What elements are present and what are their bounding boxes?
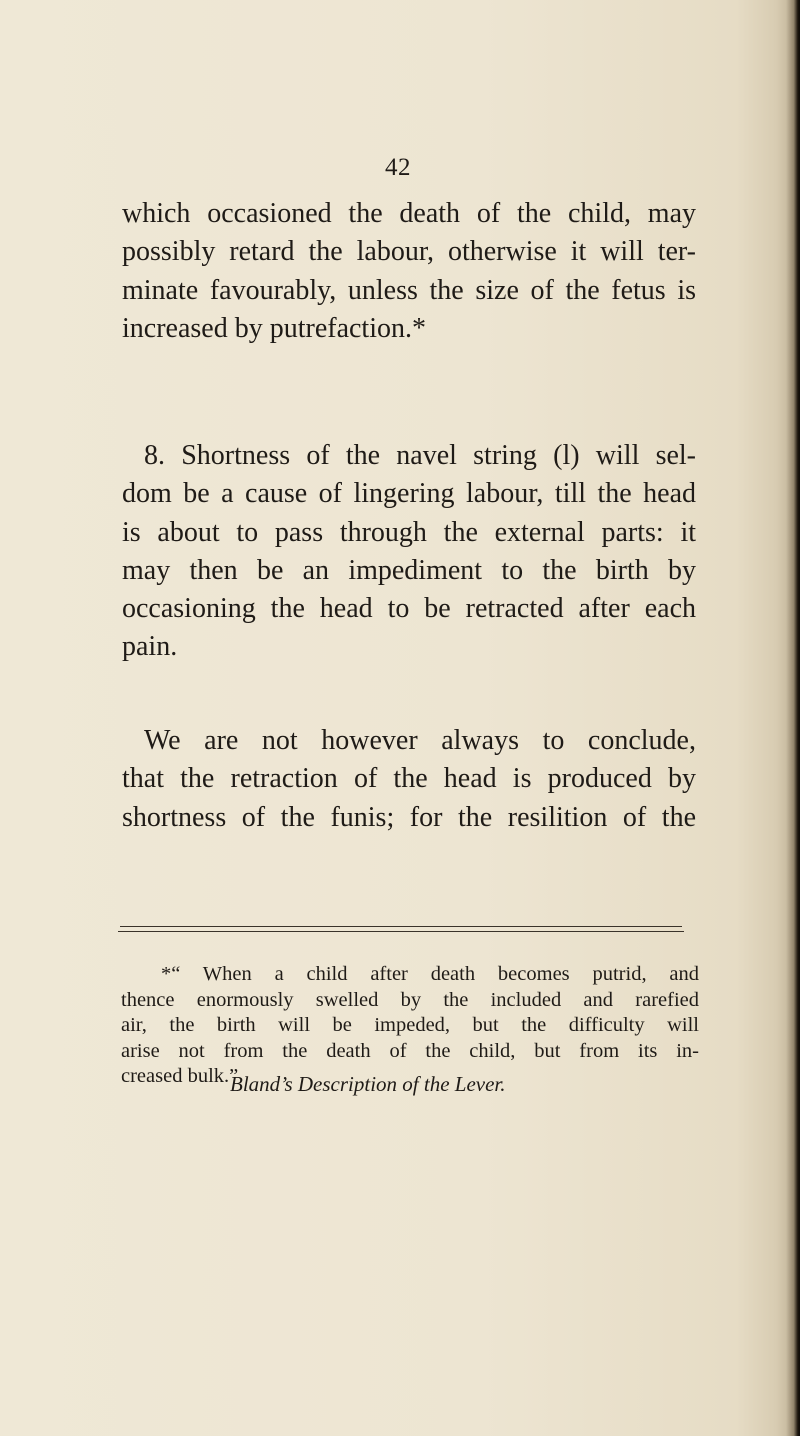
text-line: may then be an impediment to the birth by xyxy=(122,554,696,586)
text-line: is about to pass through the external parts: it xyxy=(122,516,696,548)
text-line: increased by putrefaction.* xyxy=(122,312,426,344)
footnote-divider-secondary xyxy=(118,931,684,932)
text-line: shortness of the funis; for the resilition of the xyxy=(122,801,696,833)
footnote-divider xyxy=(120,926,682,927)
footnote-line: air, the birth will be impeded, but the difficulty will xyxy=(121,1014,699,1036)
text-line: possibly retard the labour, otherwise it will ter- xyxy=(122,236,696,268)
footnote-line: *“ When a child after death becomes putrid, and xyxy=(161,963,699,985)
footnote xyxy=(121,962,699,1090)
text-line: which occasioned the death of the child, may xyxy=(122,198,696,229)
paragraph-1 xyxy=(122,195,696,348)
text-line: minate favourably, unless the size of the fetus is xyxy=(122,274,696,306)
page-number: 42 xyxy=(385,154,411,181)
text-line: We are not however always to conclude, xyxy=(144,725,696,756)
footnote-citation: Bland’s Description of the Lever. xyxy=(230,1072,506,1096)
text-line: 8. Shortness of the navel string (l) will sel- xyxy=(144,440,696,471)
text-line: that the retraction of the head is produced by xyxy=(122,763,696,795)
text-line: dom be a cause of lingering labour, till the head xyxy=(122,478,696,510)
page-edge-shadow xyxy=(786,0,800,1436)
footnote-line: thence enormously swelled by the included and rarefied xyxy=(121,988,699,1011)
paragraph-3 xyxy=(122,722,696,837)
paragraph-2 xyxy=(122,437,696,667)
text-line: pain. xyxy=(122,631,178,663)
text-line: occasioning the head to be retracted after each xyxy=(122,593,696,625)
footnote-line: arise not from the death of the child, but from its in- xyxy=(121,1039,699,1062)
footnote-line: creased bulk.” xyxy=(121,1065,239,1087)
